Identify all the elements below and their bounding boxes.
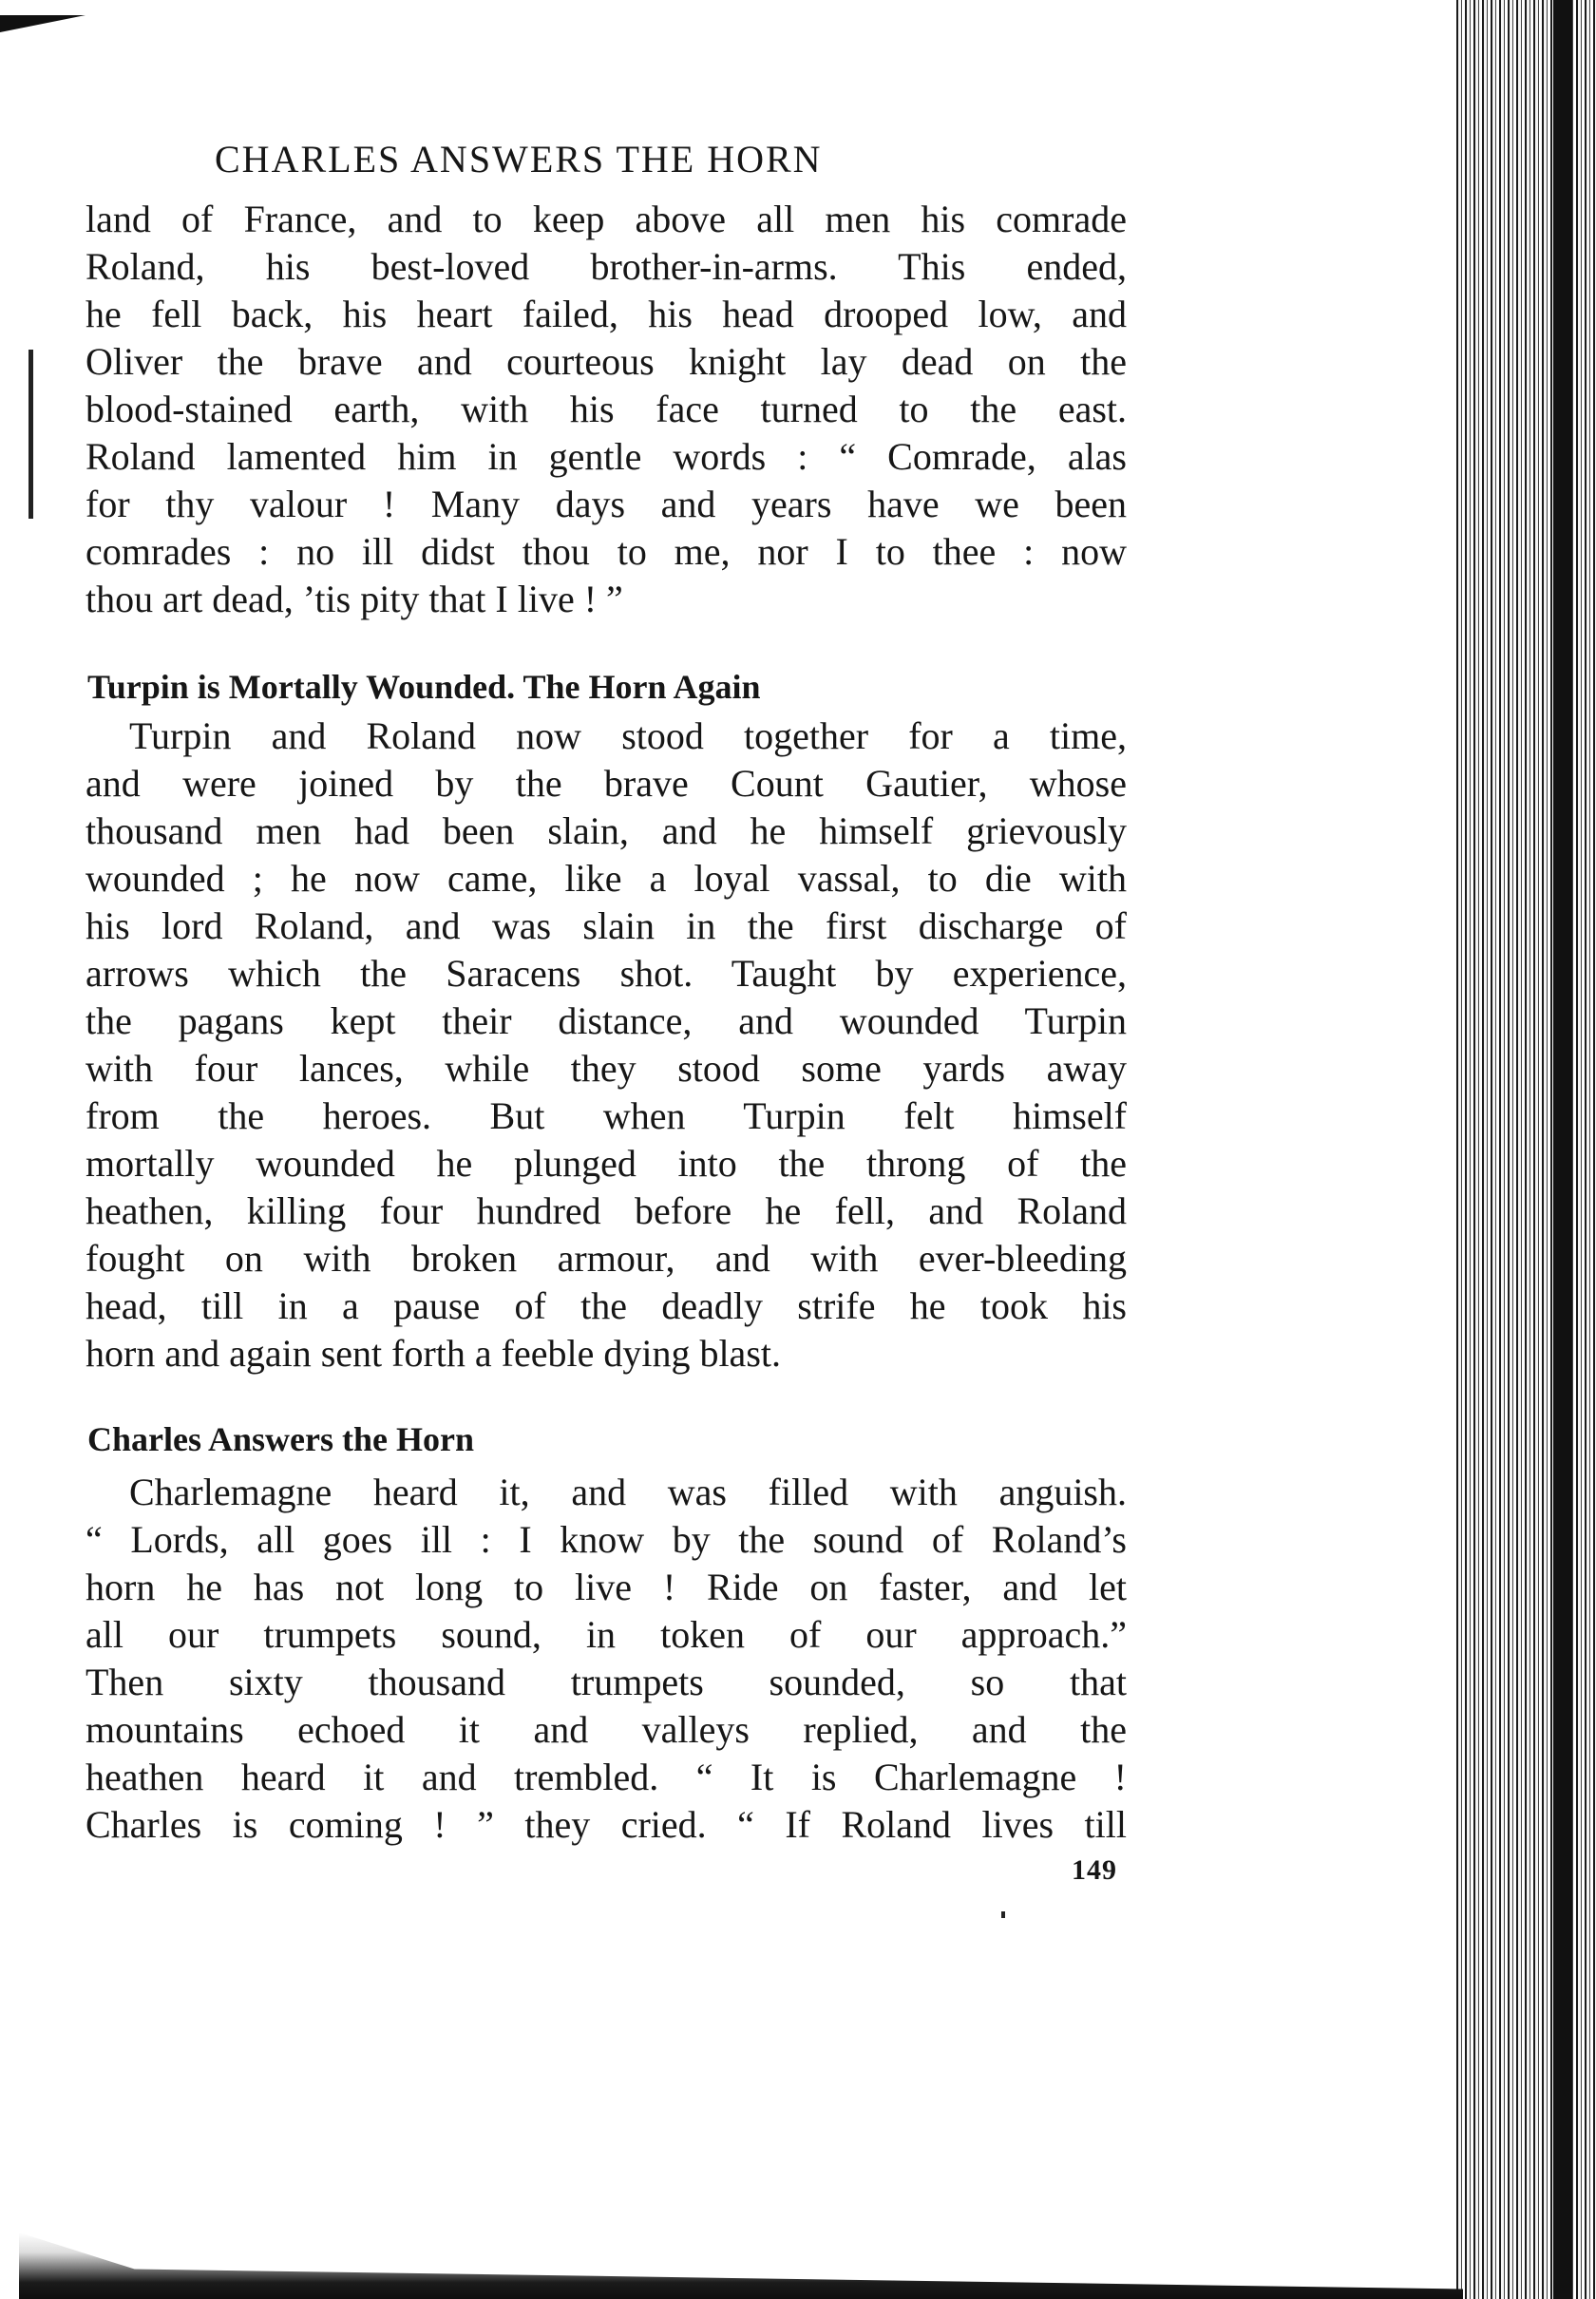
section-heading-charles: Charles Answers the Horn — [87, 1420, 474, 1458]
text-line: Roland, his best-loved brother-in-arms. This ended, — [86, 245, 1127, 288]
text-line: all our trumpets sound, in token of our approach.” — [86, 1613, 1127, 1656]
scan-corner-mark — [0, 15, 86, 32]
margin-mark — [28, 350, 33, 519]
scan-speck — [1001, 1911, 1005, 1918]
text-line: mortally wounded he plunged into the throng of the — [86, 1142, 1127, 1185]
text-line: fought on with broken armour, and with ever-bleeding — [86, 1237, 1127, 1280]
text-line: with four lances, while they stood some yards away — [86, 1047, 1127, 1090]
text-line: “ Lords, all goes ill : I know by the sound of Roland’s — [86, 1518, 1127, 1561]
text-line: land of France, and to keep above all men his comrade — [86, 198, 1127, 240]
running-head: CHARLES ANSWERS THE HORN — [215, 138, 823, 180]
text-line: for thy valour ! Many days and years have we been — [86, 483, 1127, 525]
text-line: his lord Roland, and was slain in the first discharge of — [86, 904, 1127, 947]
paragraph-2 — [86, 712, 1127, 1378]
paragraph-3 — [86, 1469, 1127, 1849]
text-line: Roland lamented him in gentle words : “ Comrade, alas — [86, 435, 1127, 478]
text-line: horn he has not long to live ! Ride on faster, and let — [86, 1566, 1127, 1608]
section-heading-turpin: Turpin is Mortally Wounded. The Horn Again — [87, 668, 761, 706]
text-line: Then sixty thousand trumpets sounded, so that — [86, 1661, 1127, 1703]
text-line: arrows which the Saracens shot. Taught by experience, — [86, 952, 1127, 995]
text-line: heathen, killing four hundred before he fell, and Roland — [86, 1189, 1127, 1232]
paragraph-1 — [86, 196, 1127, 623]
text-line: mountains echoed it and valleys replied, and the — [86, 1708, 1127, 1751]
page-number: 149 — [1072, 1854, 1117, 1886]
text-line: blood-stained earth, with his face turned to the east. — [86, 388, 1127, 430]
text-line: Turpin and Roland now stood together for a time, — [129, 714, 1127, 757]
book-page-edges — [1454, 0, 1596, 2299]
text-line: Oliver the brave and courteous knight lay dead on the — [86, 340, 1127, 383]
text-line: wounded ; he now came, like a loyal vassal, to die with — [86, 857, 1127, 900]
book-spine-shadow — [1553, 0, 1572, 2299]
text-line: head, till in a pause of the deadly strife he took his — [86, 1284, 1127, 1327]
bottom-scan-shadow — [19, 2232, 1463, 2299]
text-line: thousand men had been slain, and he himself grievously — [86, 809, 1127, 852]
text-line: and were joined by the brave Count Gautier, whose — [86, 762, 1127, 805]
text-line: he fell back, his heart failed, his head drooped low, and — [86, 293, 1127, 335]
text-line: the pagans kept their distance, and wounded Turpin — [86, 999, 1127, 1042]
text-line: from the heroes. But when Turpin felt himself — [86, 1094, 1127, 1137]
text-line: heathen heard it and trembled. “ It is Charlemagne ! — [86, 1756, 1127, 1798]
text-line: Charlemagne heard it, and was filled with anguish. — [129, 1471, 1127, 1513]
text-line: Charles is coming ! ” they cried. “ If Roland lives till — [86, 1803, 1127, 1846]
text-line: thou art dead, ’tis pity that I live ! ” — [86, 578, 623, 620]
text-line: horn and again sent forth a feeble dying blast. — [86, 1332, 781, 1375]
text-line: comrades : no ill didst thou to me, nor I to thee : now — [86, 530, 1127, 573]
